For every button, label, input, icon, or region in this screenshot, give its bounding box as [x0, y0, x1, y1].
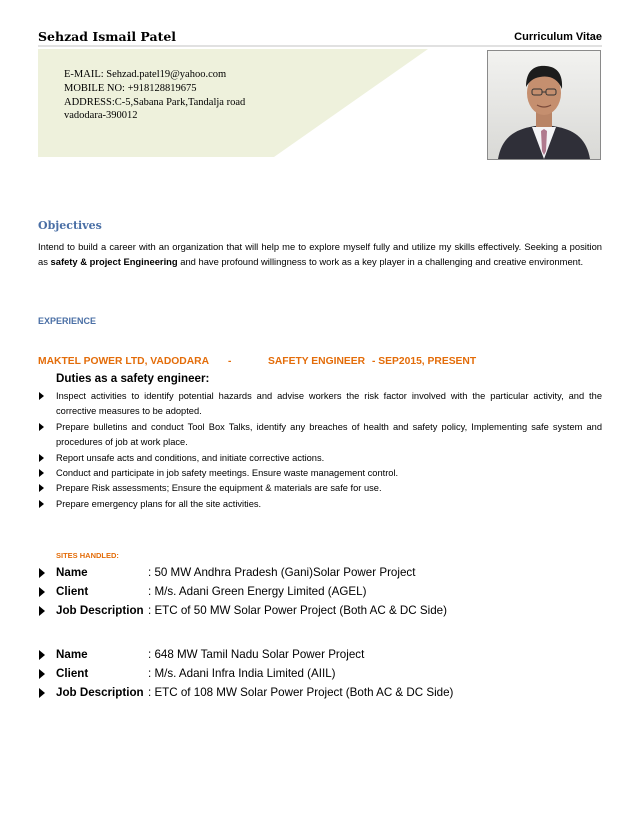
- job-role: SAFETY ENGINEER: [268, 356, 366, 367]
- duty-text: Prepare Risk assessments; Ensure the equipment & materials are safe for use.: [56, 483, 382, 494]
- site-name-label: Name: [56, 648, 88, 661]
- job-separator: -: [228, 356, 232, 367]
- list-item: [38, 497, 602, 512]
- site-job-value: : ETC of 108 MW Solar Power Project (Both AC & DC Side): [148, 686, 454, 699]
- candidate-name: Sehzad Ismail Patel: [38, 29, 177, 44]
- list-item: [38, 420, 602, 451]
- arrow-bullet-icon: [39, 587, 45, 597]
- objective-text-start: Intend to build a career with an organization that will help me to explore myself fully and utilize my skills effectively. Seeking a position as: [38, 241, 602, 268]
- arrow-bullet-icon: [39, 650, 45, 660]
- site-name-value: : 50 MW Andhra Pradesh (Gani)Solar Power Project: [148, 566, 416, 579]
- duty-text: Conduct and participate in job safety meetings. Ensure waste management control.: [56, 468, 399, 479]
- site-job-row: [38, 683, 602, 702]
- header-rule: [38, 45, 602, 47]
- objective-paragraph: [38, 239, 602, 269]
- site-entry-1: [38, 563, 602, 620]
- list-item: [38, 389, 602, 420]
- duty-text: Prepare bulletins and conduct Tool Box Talks, identify any breaches of health and safety policy, Implementing safe system and procedures of job at work place.: [56, 421, 602, 448]
- site-job-label: Job Description: [56, 686, 144, 699]
- duty-text: Prepare emergency plans for all the site activities.: [56, 498, 262, 509]
- site-job-row: [38, 601, 602, 620]
- mobile-line: MOBILE NO: +918128819675: [64, 82, 197, 94]
- list-item: [38, 466, 602, 481]
- site-job-label: Job Description: [56, 604, 144, 617]
- sites-heading: SITES HANDLED:: [56, 551, 119, 560]
- objectives-heading: Objectives: [38, 219, 102, 232]
- arrow-bullet-icon: [39, 423, 44, 431]
- site-entry-2: [38, 645, 602, 702]
- arrow-bullet-icon: [39, 469, 44, 477]
- objective-text-bold: safety & project Engineering: [50, 256, 178, 268]
- profile-photo: [487, 50, 601, 160]
- arrow-bullet-icon: [39, 669, 45, 679]
- site-client-row: [38, 582, 602, 601]
- experience-heading: EXPERIENCE: [38, 316, 97, 326]
- arrow-bullet-icon: [39, 500, 44, 508]
- company-name: MAKTEL POWER LTD, VADODARA: [38, 356, 210, 367]
- site-client-label: Client: [56, 667, 89, 680]
- arrow-bullet-icon: [39, 454, 44, 462]
- objective-text-end: and have profound willingness to work as a key player in a challenging and creative environment.: [177, 256, 584, 268]
- contact-info: [64, 68, 245, 123]
- arrow-bullet-icon: [39, 688, 45, 698]
- site-name-row: [38, 563, 602, 582]
- duties-list: [38, 389, 602, 512]
- site-name-row: [38, 645, 602, 664]
- email-line: E-MAIL: Sehzad.patel19@yahoo.com: [64, 69, 227, 80]
- list-item: [38, 451, 602, 466]
- list-item: [38, 481, 602, 496]
- job-period: - SEP2015, PRESENT: [372, 356, 477, 367]
- arrow-bullet-icon: [39, 484, 44, 492]
- site-client-value: : M/s. Adani Infra India Limited (AIIL): [148, 667, 336, 680]
- site-name-value: : 648 MW Tamil Nadu Solar Power Project: [148, 648, 365, 661]
- address-line: ADDRESS:C-5,Sabana Park,Tandalja road: [64, 96, 246, 108]
- site-client-label: Client: [56, 585, 89, 598]
- arrow-bullet-icon: [39, 392, 44, 400]
- duty-text: Report unsafe acts and conditions, and initiate corrective actions.: [56, 452, 325, 463]
- site-name-label: Name: [56, 566, 88, 579]
- arrow-bullet-icon: [39, 568, 45, 578]
- duties-heading: Duties as a safety engineer:: [56, 372, 210, 385]
- arrow-bullet-icon: [39, 606, 45, 616]
- duty-text: Inspect activities to identify potential hazards and advise workers the risk factor involved with the particular activity, and the corrective measures to be adopted.: [56, 391, 602, 417]
- document-label: Curriculum Vitae: [514, 31, 602, 43]
- city-line: vadodara-390012: [64, 110, 138, 122]
- site-job-value: : ETC of 50 MW Solar Power Project (Both AC & DC Side): [148, 604, 447, 617]
- site-client-row: [38, 664, 602, 683]
- site-client-value: : M/s. Adani Green Energy Limited (AGEL): [148, 585, 367, 598]
